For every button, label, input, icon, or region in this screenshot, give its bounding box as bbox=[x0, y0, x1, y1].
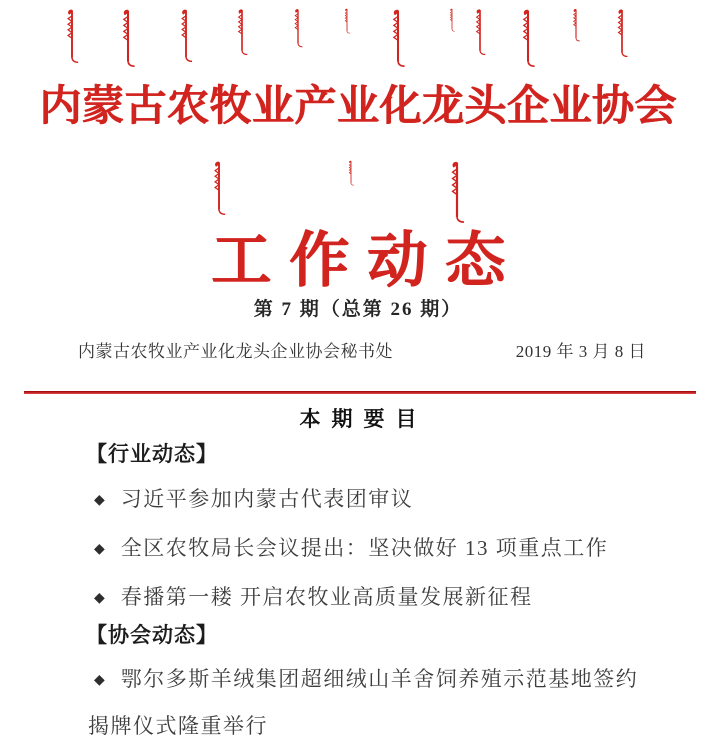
bulletin-page bbox=[0, 6, 716, 738]
publisher-row bbox=[0, 340, 716, 364]
toc-item-label: 全区农牧局长会议提出：坚决做好 13 项重点工作 bbox=[120, 536, 609, 560]
diamond-bullet-icon: ◆ bbox=[94, 672, 105, 688]
publish-date: 2019 年 3 月 8 日 bbox=[515, 342, 646, 361]
mongolian-script-band-top bbox=[58, 6, 658, 68]
diamond-bullet-icon: ◆ bbox=[94, 590, 105, 606]
diamond-bullet-icon: ◆ bbox=[94, 492, 105, 508]
toc-heading: 本期要目 bbox=[299, 408, 428, 431]
org-title: 内蒙古农牧业产业化龙头企业协会 bbox=[39, 84, 677, 130]
toc-list-industry bbox=[0, 476, 716, 623]
toc-list-association bbox=[0, 657, 716, 748]
mongolian-script-band-middle bbox=[58, 158, 658, 224]
toc-item bbox=[88, 574, 650, 623]
toc-item-label: 习近平参加内蒙古代表团审议 bbox=[120, 487, 414, 511]
bulletin-title: 工作动态 bbox=[211, 228, 523, 294]
toc-item-label: 春播第一耧 开启农牧业高质量发展新征程 bbox=[120, 585, 533, 609]
toc-item bbox=[88, 525, 650, 574]
diamond-bullet-icon: ◆ bbox=[94, 541, 105, 557]
publisher-name: 内蒙古农牧业产业化龙头企业协会秘书处 bbox=[78, 342, 393, 361]
section-label-association: 【协会动态】 bbox=[86, 624, 218, 647]
toc-item bbox=[88, 476, 650, 525]
divider-rule bbox=[24, 391, 696, 394]
toc-item-label: 鄂尔多斯羊绒集团超细绒山羊舍饲养殖示范基地签约揭牌仪式隆重举行 bbox=[88, 667, 639, 738]
issue-line: 第 7 期（总第 26 期） bbox=[253, 299, 463, 320]
section-label-industry: 【行业动态】 bbox=[86, 443, 218, 466]
toc-item bbox=[88, 657, 650, 748]
